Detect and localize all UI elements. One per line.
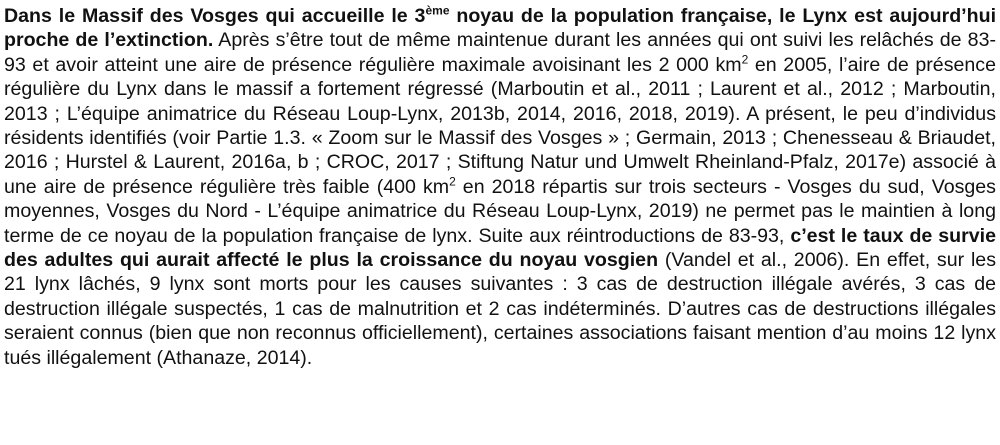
area-unit-superscript-2: 2 [449, 174, 456, 189]
lead-text-part-2: noyau de la population française, le Lynx est aujourd’hui proche de l’extinction. [4, 5, 997, 52]
body-text-part-3: en 2018 répartis sur trois secteurs - Vosges du sud, Vosges moyennes, Vosges du Nord - L’équipe animatrice du Réseau Loup-Lynx, 2019) ne permet pas le maintien à long terme de ce noyau de la population française de lynx. Suite aux réintroductions de 83-93, [4, 175, 996, 247]
ordinal-superscript: ème [425, 3, 450, 18]
body-paragraph [4, 4, 996, 370]
body-text-part-1: Après s’être tout de même maintenue durant les années qui ont suivi les relâchés de 83-93 et avoir atteint une aire de présence régulière maximale avoisinant les 2 000 km [4, 29, 996, 76]
body-text-part-2: en 2005, l’aire de présence régulière du Lynx dans le massif a fortement régressé (Marboutin et al., 2011 ; Laurent et al., 2012 ; Marboutin, 2013 ; L’équipe animatrice du Réseau Loup-Lynx, 2013b, 2014, 2016, 2018, 2019). A présent, le peu d’individus résidents identifiés (voir Partie 1.3. « Zoom sur le Massif des Vosges » ; Germain, 2013 ; Chenesseau & Briaudet, 2016 ; Hurstel & Laurent, 2016a, b ; CROC, 2017 ; Stiftung Natur und Umwelt Rheinland-Pfalz, 2017e) associé à une aire de présence régulière très faible (400 km [4, 53, 996, 198]
area-unit-superscript-1: 2 [741, 52, 749, 67]
lead-text-part-1: Dans le Massif des Vosges qui accueille le 3 [4, 5, 426, 27]
bold-survival-statement: c’est le taux de survie des adultes qui aurait affecté le plus la croissance du noyau vosgien [4, 224, 996, 272]
body-text-part-4: (Vandel et al., 2006). En effet, sur les 21 lynx lâchés, 9 lynx sont morts pour les causes suivantes : 3 cas de destruction illégale avérés, 3 cas de destruction illégale suspectés, 1 cas de malnutrition et 2 cas indéterminés. D’autres cas de destructions illégales seraient connus (bien que non reconnus officiellement), certaines associations faisant mention d’au moins 12 lynx tués illégalement (Athanaze, 2014). [4, 249, 996, 369]
